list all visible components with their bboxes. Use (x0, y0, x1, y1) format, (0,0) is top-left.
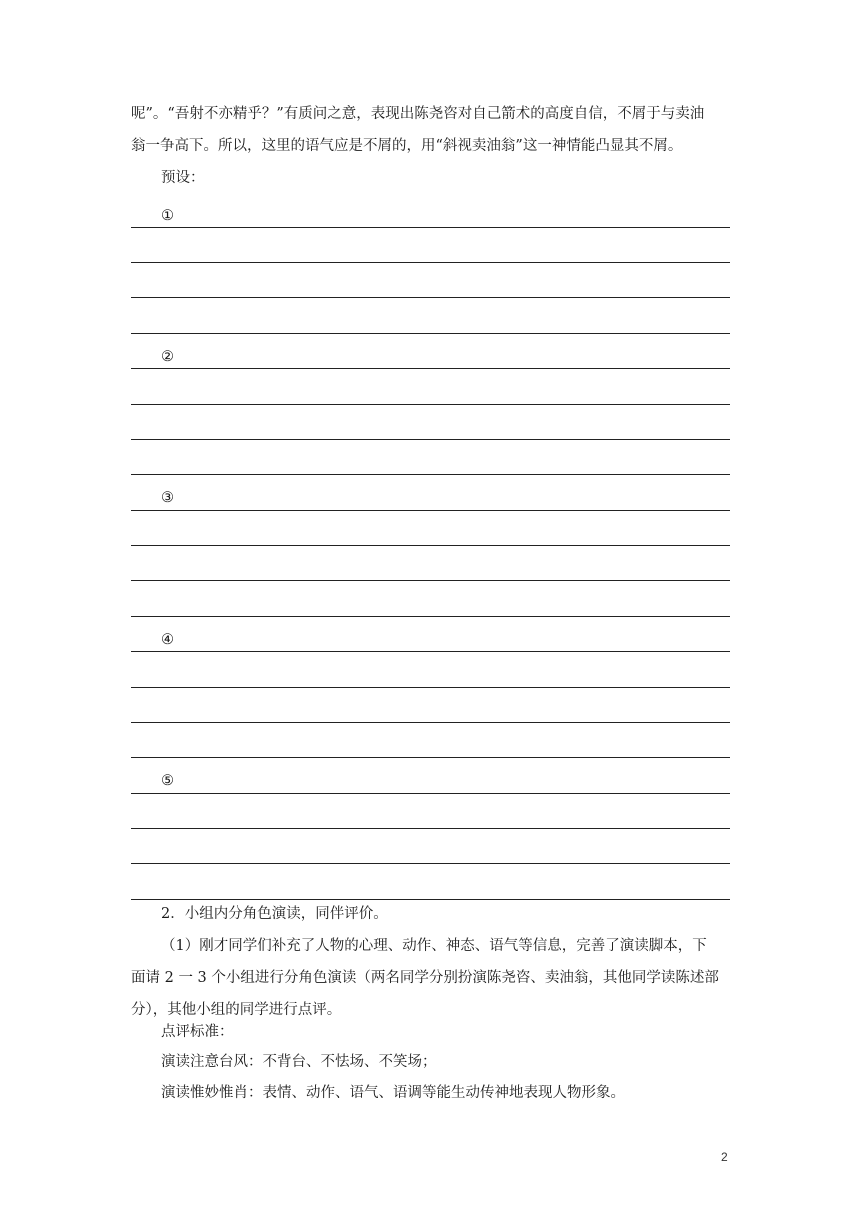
answer-line[interactable] (131, 474, 730, 475)
answer-line[interactable] (131, 297, 730, 298)
answer-line[interactable] (131, 722, 730, 723)
blank-marker-5: ⑤ (161, 773, 174, 789)
answer-line[interactable] (131, 439, 730, 440)
answer-line[interactable] (131, 333, 730, 334)
answer-line[interactable] (131, 793, 730, 794)
para-1-line-1: （1）刚才同学们补充了人物的心理、动作、神态、语气等信息，完善了演读脚本，下 (161, 938, 707, 954)
para-1-line-3: 分），其他小组的同学进行点评。 (131, 1002, 342, 1018)
answer-line[interactable] (131, 863, 730, 864)
answer-line[interactable] (131, 227, 730, 228)
criterion-1: 演读注意台风：不背台、不怯场、不笑场； (161, 1054, 437, 1070)
blank-marker-2: ② (161, 349, 174, 365)
blank-marker-3: ③ (161, 490, 174, 506)
intro-line-1: 呢”。“吾射不亦精乎？”有质问之意，表现出陈尧咨对自己箭术的高度自信，不屑于与卖油 (131, 106, 705, 122)
page-number: 2 (721, 1150, 728, 1164)
intro-line-2: 翁一争高下。所以，这里的语气应是不屑的，用“斜视卖油翁”这一神情能凸显其不屑。 (131, 138, 683, 154)
answer-line[interactable] (131, 262, 730, 263)
answer-line[interactable] (131, 757, 730, 758)
blank-marker-4: ④ (161, 632, 174, 648)
answer-line[interactable] (131, 404, 730, 405)
criteria-label: 点评标准： (161, 1024, 234, 1040)
blank-marker-1: ① (161, 208, 174, 224)
para-1-line-2: 面请 2 一 3 个小组进行分角色演读（两名同学分别扮演陈尧咨、卖油翁，其他同学读陈述部 (131, 970, 719, 986)
answer-line[interactable] (131, 368, 730, 369)
answer-line[interactable] (131, 687, 730, 688)
answer-line[interactable] (131, 651, 730, 652)
section-2-heading: 2．小组内分角色演读，同伴评价。 (161, 906, 388, 922)
answer-line[interactable] (131, 510, 730, 511)
answer-line[interactable] (131, 616, 730, 617)
answer-line[interactable] (131, 828, 730, 829)
criterion-2: 演读惟妙惟肖：表情、动作、语气、语调等能生动传神地表现人物形象。 (161, 1085, 625, 1101)
preset-label: 预设： (161, 170, 205, 186)
answer-line[interactable] (131, 580, 730, 581)
answer-line[interactable] (131, 545, 730, 546)
answer-line[interactable] (131, 899, 730, 900)
